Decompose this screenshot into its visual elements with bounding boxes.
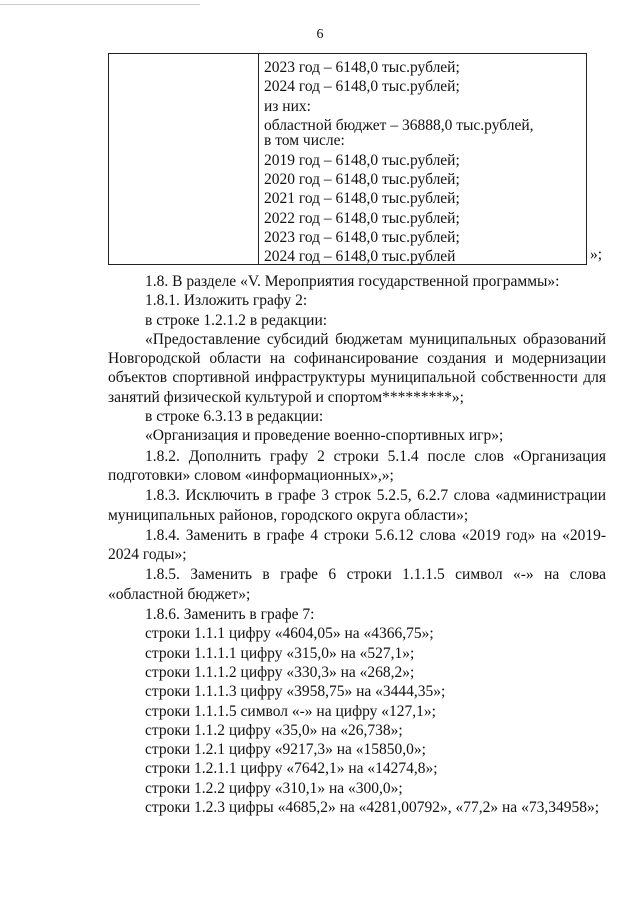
paragraph: 1.8.6. Заменить в графе 7: [145,606,315,624]
paragraph: 1.8.3. Исключить в графе 3 строк 5.2.5, 6.2.7 слова «администрации муниципальных районов, городского округа области»; [108,487,606,524]
funding-table [108,53,587,265]
table-line: 2022 год – 6148,0 тыс.рублей; [264,209,460,227]
scan-edge-line [0,4,200,5]
paragraph: строки 1.1.1.1 цифру «315,0» на «527,1»; [145,644,415,662]
table-line: 2021 год – 6148,0 тыс.рублей; [264,190,460,208]
paragraph: строки 1.1.1.5 символ «-» на цифру «127,1»; [145,702,436,720]
paragraph: строки 1.2.2 цифру «310,1» на «300,0»; [145,779,403,797]
paragraph: в строке 6.3.13 в редакции: [145,408,324,426]
table-line: 2024 год – 6148,0 тыс.рублей; [264,78,460,96]
paragraph: строки 1.2.1.1 цифру «7642,1» на «14274,8»; [145,760,438,778]
paragraph: 1.8.1. Изложить графу 2: [145,292,308,310]
paragraph: в строке 1.2.1.2 в редакции: [145,311,328,329]
paragraph: «Организация и проведение военно-спортивных игр»; [145,427,504,445]
paragraph: строки 1.2.1 цифру «9217,3» на «15850,0»; [145,741,426,759]
paragraph: «Предоставление субсидий бюджетам муниципальных образований Новгородской области на софинансирование создания и модернизации объектов спортивной инфраструктуры муниципальной собственности для занятий физической культурой и спортом*********»; [108,330,606,406]
table-column-divider [258,54,259,264]
paragraph: строки 1.1.1.3 цифру «3958,75» на «3444,35»; [145,683,446,701]
paragraph: строки 1.1.2 цифру «35,0» на «26,738»; [145,721,403,739]
table-line: 2024 год – 6148,0 тыс.рублей [264,248,456,266]
table-closing-quote: »; [590,246,603,263]
paragraph: строки 1.2.3 цифры «4685,2» на «4281,00792», «77,2» на «73,34958»; [145,799,599,817]
table-line: 2023 год – 6148,0 тыс.рублей; [264,59,460,76]
paragraph: 1.8.5. Заменить в графе 6 строки 1.1.1.5 символ «-» на слова «областной бюджет»; [108,566,606,603]
table-line: из них: [264,97,311,115]
table-line: 2019 год – 6148,0 тыс.рублей; [264,151,460,169]
page-number: 6 [316,27,324,42]
paragraph: строки 1.1.1 цифру «4604,05» на «4366,75»; [145,625,434,643]
paragraph: 1.8. В разделе «V. Мероприятия государственной программы»: [145,273,560,290]
paragraph: 1.8.4. Заменить в графе 4 строки 5.6.12 слова «2019 год» на «2019-2024 годы»; [108,526,606,564]
paragraph: строки 1.1.1.2 цифру «330,3» на «268,2»; [145,663,415,681]
table-line: 2020 год – 6148,0 тыс.рублей; [264,171,460,189]
paragraph: 1.8.2. Дополнить графу 2 строки 5.1.4 после слов «Организация подготовки» словом «информационных»,»; [108,447,606,484]
document-body [108,272,606,817]
table-line: областной бюджет – 36888,0 тыс.рублей, в том числе: [264,116,534,150]
table-line: 2023 год – 6148,0 тыс.рублей; [264,229,460,247]
table-cell-funding [264,58,582,267]
